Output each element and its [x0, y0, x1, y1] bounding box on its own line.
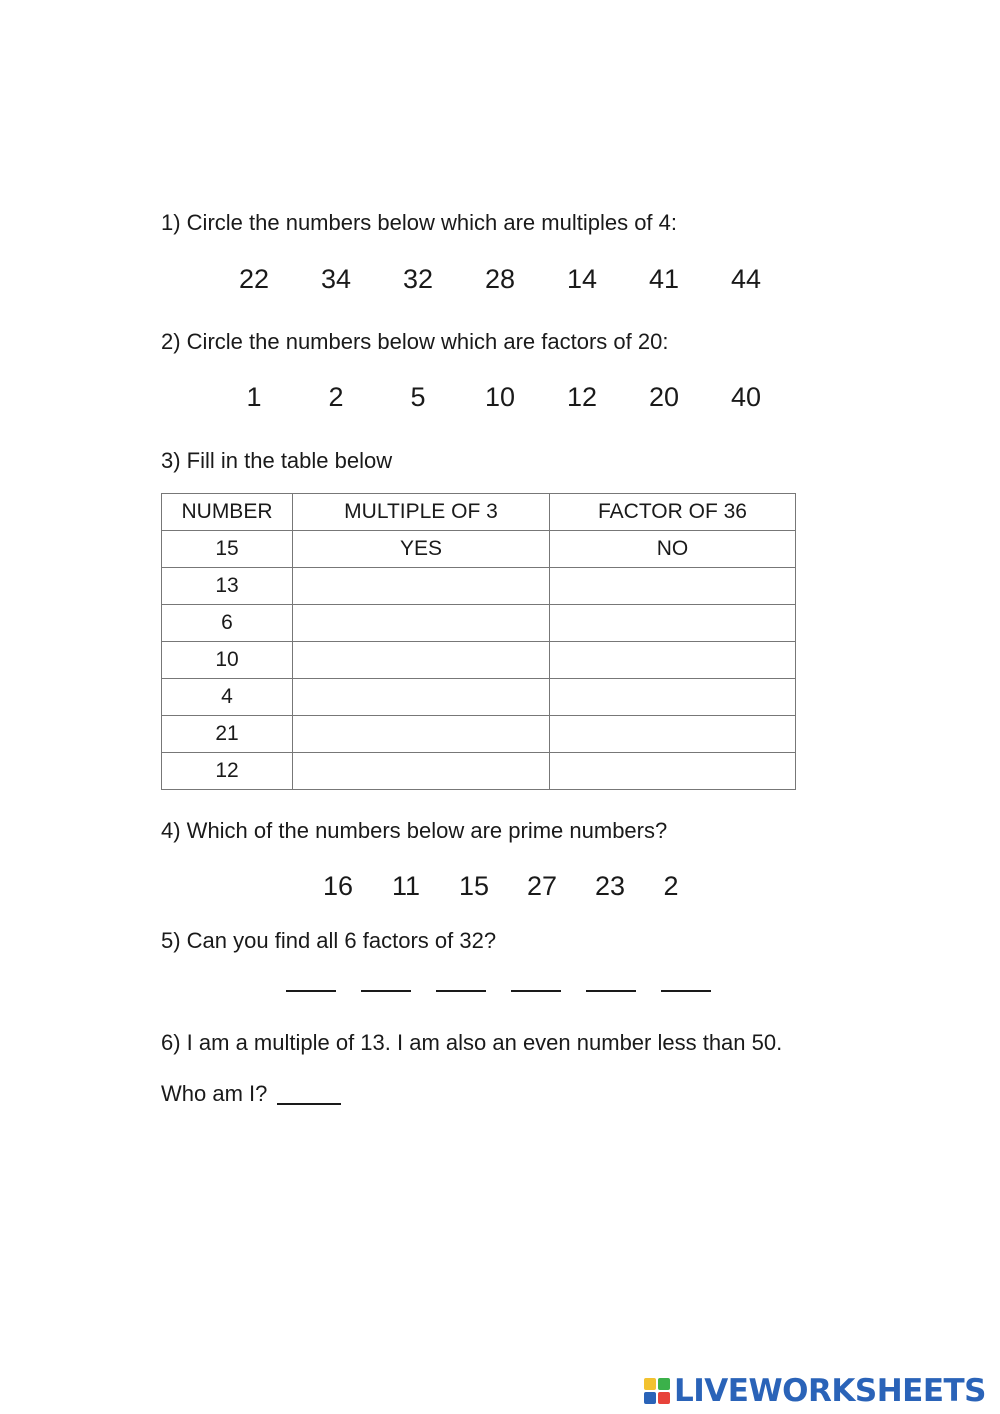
table-row — [162, 679, 796, 716]
table-header-row — [162, 494, 796, 531]
logo-square-yellow — [644, 1378, 656, 1390]
q2-number-option[interactable]: 12 — [566, 382, 598, 412]
factor-of-36-answer-cell[interactable] — [550, 753, 796, 790]
row-number-cell: 6 — [162, 605, 293, 642]
table-row — [162, 605, 796, 642]
question-4-text: 4) Which of the numbers below are prime numbers? — [161, 818, 668, 843]
q2-number-option[interactable]: 40 — [730, 382, 762, 412]
question-6-text: 6) I am a multiple of 13. I am also an even number less than 50. — [161, 1030, 783, 1055]
factor-answer-blank[interactable] — [586, 990, 636, 992]
row-number-cell: 12 — [162, 753, 293, 790]
factor-answer-blank[interactable] — [661, 990, 711, 992]
logo-square-blue — [644, 1392, 656, 1404]
q1-number-option[interactable]: 22 — [238, 264, 270, 294]
table-row — [162, 753, 796, 790]
multiple-of-3-answer-cell[interactable] — [293, 753, 550, 790]
q2-number-option[interactable]: 20 — [648, 382, 680, 412]
factor-of-36-answer-cell[interactable] — [550, 679, 796, 716]
q1-number-option[interactable]: 14 — [566, 264, 598, 294]
factor-of-36-answer-cell[interactable] — [550, 716, 796, 753]
row-number-cell: 4 — [162, 679, 293, 716]
factors-table — [161, 493, 796, 790]
factor-answer-blank[interactable] — [511, 990, 561, 992]
header-multiple-of-3: MULTIPLE OF 3 — [293, 494, 550, 531]
q4-number-option[interactable]: 11 — [391, 871, 421, 901]
q1-number-option[interactable]: 44 — [730, 264, 762, 294]
factor-answer-blank[interactable] — [436, 990, 486, 992]
q2-number-option[interactable]: 10 — [484, 382, 516, 412]
multiple-of-3-cell: YES — [293, 531, 550, 568]
question-6-prompt-line — [161, 1080, 341, 1108]
factor-of-36-answer-cell[interactable] — [550, 642, 796, 679]
row-number-cell: 21 — [162, 716, 293, 753]
multiple-of-3-answer-cell[interactable] — [293, 716, 550, 753]
q4-number-option[interactable]: 15 — [458, 871, 490, 901]
question-5-text: 5) Can you find all 6 factors of 32? — [161, 928, 497, 953]
factor-of-36-answer-cell[interactable] — [550, 568, 796, 605]
q1-number-option[interactable]: 28 — [484, 264, 516, 294]
q4-number-option[interactable]: 27 — [526, 871, 558, 901]
question-3-text: 3) Fill in the table below — [161, 448, 393, 473]
multiple-of-3-answer-cell[interactable] — [293, 605, 550, 642]
q1-number-option[interactable]: 41 — [648, 264, 680, 294]
logo-text: LIVEWORKSHEETS — [674, 1373, 986, 1409]
factor-answer-blank[interactable] — [361, 990, 411, 992]
multiple-of-3-answer-cell[interactable] — [293, 679, 550, 716]
row-number-cell: 10 — [162, 642, 293, 679]
question-1-text: 1) Circle the numbers below which are multiples of 4: — [161, 210, 678, 235]
q1-number-option[interactable]: 34 — [320, 264, 352, 294]
q2-number-option[interactable]: 1 — [246, 382, 262, 412]
table-row — [162, 716, 796, 753]
q4-number-option[interactable]: 2 — [663, 871, 679, 901]
q4-number-option[interactable]: 23 — [594, 871, 626, 901]
q2-number-option[interactable]: 5 — [410, 382, 426, 412]
header-number: NUMBER — [162, 494, 293, 531]
logo-square-red — [658, 1392, 670, 1404]
factor-of-36-cell: NO — [550, 531, 796, 568]
q1-number-option[interactable]: 32 — [402, 264, 434, 294]
q2-number-option[interactable]: 2 — [328, 382, 344, 412]
multiple-of-3-answer-cell[interactable] — [293, 642, 550, 679]
table-row — [162, 568, 796, 605]
multiple-of-3-answer-cell[interactable] — [293, 568, 550, 605]
question-2-text: 2) Circle the numbers below which are factors of 20: — [161, 329, 669, 354]
factor-of-36-answer-cell[interactable] — [550, 605, 796, 642]
q4-number-option[interactable]: 16 — [322, 871, 354, 901]
liveworksheets-logo-icon — [644, 1378, 670, 1404]
who-am-i-label: Who am I? — [161, 1081, 268, 1106]
logo-square-green — [658, 1378, 670, 1390]
table-row — [162, 531, 796, 568]
factor-answer-blank[interactable] — [286, 990, 336, 992]
who-am-i-answer-blank[interactable] — [277, 1103, 341, 1105]
liveworksheets-logo — [644, 1375, 986, 1407]
table-row — [162, 642, 796, 679]
header-factor-of-36: FACTOR OF 36 — [550, 494, 796, 531]
row-number-cell: 15 — [162, 531, 293, 568]
row-number-cell: 13 — [162, 568, 293, 605]
